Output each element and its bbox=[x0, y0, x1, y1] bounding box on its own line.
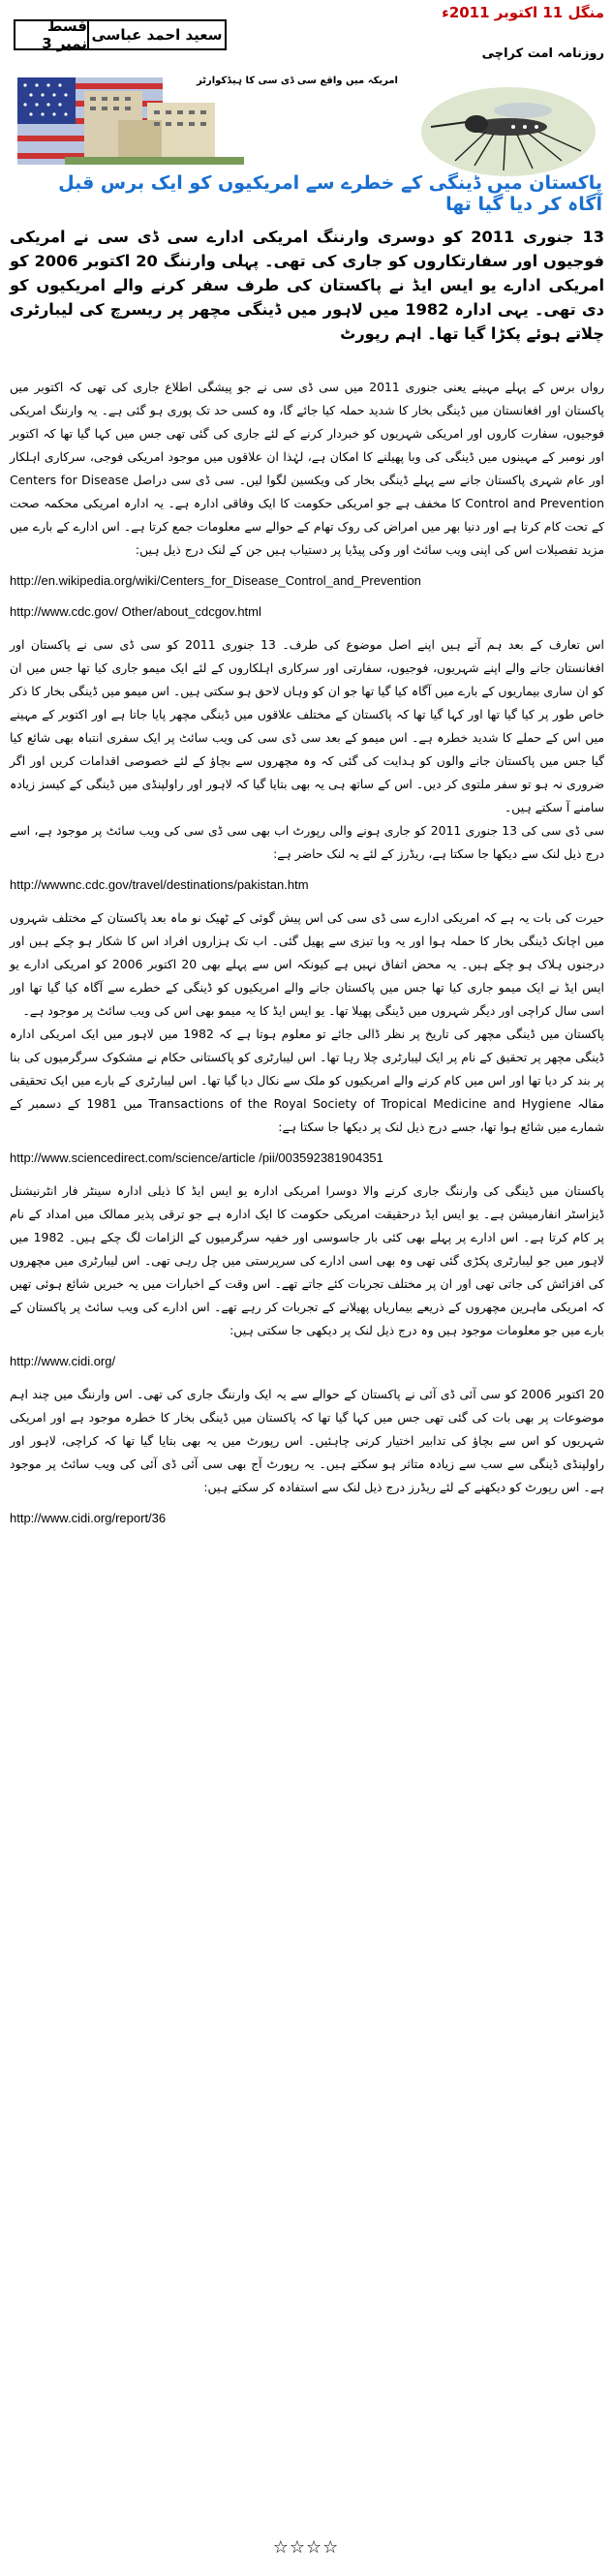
body-paragraph: رواں برس کے پہلے مہینے یعنی جنوری 2011 میں سی ڈی سی نے جو پیشگی اطلاع جاری کی تھی کہ اکتوبر میں پاکستان اور افغانستان میں ڈینگی بخار کا شدید حملہ کیا جائے گا، وہ کسی حد تک پوری ہو گئی ہے۔ یہ وارننگ امریکی فوجیوں، سفارت کاروں اور امریکی شہریوں کو خبردار کرنے کے لئے جاری کی گئی تھی جس میں کہا گیا تھا کہ اکتوبر اور نومبر کے مہینوں میں ڈینگی کی وبا پھیلنے کا امکان ہے، لہٰذا ان علاقوں میں موجود امریکی فوجی، سرکاری اہلکار اور عام شہری پاکستان جانے سے پہلے ڈینگی بخار کی ویکسین لگوا لیں۔ سی ڈی سی دراصل Centers for Disease Control and Prevention کا مخفف ہے جو امریکی حکومت کا ایک وفاقی ادارہ ہے۔ یہ ادارہ امریکی محکمہ صحت کے تحت کام کرتا ہے اور دنیا بھر میں امراض کی روک تھام کے حوالے سے معلومات جمع کرتا ہے۔ اس ادارے کے بارے میں مزید تفصیلات اس کی اپنی ویب سائٹ اور وکی پیڈیا پر دستیاب ہیں جن کے لنک درج ذیل ہیں: bbox=[10, 380, 604, 557]
end-stars: ☆☆☆☆ bbox=[272, 2537, 340, 2558]
reference-link[interactable]: http://www.cidi.org/report/36 bbox=[10, 1511, 167, 1525]
reference-link[interactable]: http://www.cdc.gov/ Other/about_cdcgov.html bbox=[10, 604, 261, 619]
episode-number: قسط نمبر 3 bbox=[42, 17, 87, 52]
body-paragraph: اس تعارف کے بعد ہم آتے ہیں اپنے اصل موضوع کی طرف۔ 13 جنوری 2011 کو سی ڈی سی نے پاکستان اور افغانستان جانے والے اپنے شہریوں، فوجیوں، سفارتی اور سرکاری اہلکاروں کے لئے ایک میمو جاری کیا تھا جس میں ان کو ان ساری بیماریوں کے بارے میں آگاہ کیا گیا تھا جو ان کو وہاں لاحق ہو سکتی ہیں۔ اس میمو میں ڈینگی بخار کا ذکر خاص طور پر کیا گیا تھا اور کہا گیا تھا کہ پاکستان کے مختلف علاقوں میں ڈینگی مچھر پایا جاتا ہے اور اکتوبر کے مہینے میں اس کے حملے کا شدید خطرہ ہے۔ اس میمو کے بعد سی ڈی سی کی ویب سائٹ پر ایک سفری انتباہ بھی شائع کیا گیا جس میں پاکستان جانے والوں کو ہدایت کی گئی کہ وہ مچھروں سے بچاؤ کے لئے خصوصی اقدامات کریں اور اگر ضروری نہ ہو تو سفر ملتوی کر دیں۔ اس کے ساتھ ہی یہ بھی بتایا گیا کہ لاہور اور راولپنڈی میں ڈینگی کے کیسز زیادہ سامنے آ سکتے ہیں۔ bbox=[10, 637, 604, 814]
lead-paragraph: 13 جنوری 2011 کو دوسری وارننگ امریکی ادارے سی ڈی سی نے امریکی فوجیوں اور سفارتکاروں کو جاری کی تھی۔ پہلی وارننگ 20 اکتوبر 2006 کو امریکی ادارے یو ایس ایڈ نے پاکستان کی طرف سفر کرنے والے امریکیوں کو دی تھی۔ یہی ادارہ 1982 میں لاہور میں ڈینگی مچھر پر ریسرچ کی لیبارٹری چلاتے ہوئے پکڑا گیا تھا۔ اہم رپورٹ bbox=[10, 228, 605, 343]
reference-link[interactable]: http://wwwnc.cdc.gov/travel/destinations/pakistan.htm bbox=[10, 877, 309, 892]
reference-link[interactable]: http://en.wikipedia.org/wiki/Centers_for_Disease_Control_and_Prevention bbox=[10, 573, 421, 588]
publication-date: منگل 11 اکتوبر 2011ء bbox=[442, 4, 604, 21]
body-paragraph: پاکستان میں ڈینگی کی وارننگ جاری کرنے والا دوسرا امریکی ادارہ یو ایس ایڈ کا ذیلی ادارہ سینٹر فار انٹرنیشنل ڈیزاسٹر انفارمیشن ہے۔ یو ایس ایڈ درحقیقت امریکی حکومت کا ایک ادارہ ہے جو ترقی پذیر ممالک میں امداد کے نام پر کام کرتا ہے۔ اس ادارے پر پہلے بھی کئی بار جاسوسی اور خفیہ سرگرمیوں کے الزامات لگ چکے ہیں۔ 1982 میں لاہور میں جو لیبارٹری پکڑی گئی تھی وہ بھی اسی ادارے کی سرپرستی میں چل رہی تھی۔ اس لیبارٹری میں مچھروں کی افزائش کی جاتی تھی اور ان پر مختلف تجربات کئے جاتے تھے۔ اس وقت کے اخبارات میں یہ خبریں شائع ہوئی تھیں کہ امریکی ماہرین مچھروں کے ذریعے بیماریاں پھیلانے کے تجربات کر رہے تھے۔ اس ادارے کی ویب سائٹ پر پاکستان کے بارے میں جو معلومات موجود ہیں وہ درج ذیل لنک پر دیکھی جا سکتی ہیں: bbox=[10, 1183, 604, 1337]
article-body bbox=[10, 376, 604, 1540]
reference-link[interactable]: http://www.cidi.org/ bbox=[10, 1354, 116, 1368]
body-paragraph: 20 اکتوبر 2006 کو سی آئی ڈی آئی نے پاکستان کے حوالے سے یہ ایک وارننگ جاری کی تھی۔ اس وارننگ میں چند اہم موضوعات پر بھی بات کی گئی تھی جس میں کہا گیا تھا کہ پاکستان میں ڈینگی بخار کا خطرہ موجود ہے اور امریکی شہریوں کو اس سے بچاؤ کی تدابیر اختیار کرنی چاہئیں۔ اس رپورٹ میں یہ بھی بتایا گیا تھا کہ کراچی، لاہور اور راولپنڈی ڈینگی سے سب سے زیادہ متاثر ہو سکتے ہیں۔ یہ رپورٹ آج بھی سی آئی ڈی آئی کی ویب سائٹ پر موجود ہے۔ اس رپورٹ کو دیکھنے کے لئے ریڈرز درج ذیل لنک سے استفادہ کر سکتے ہیں: bbox=[10, 1387, 604, 1494]
newspaper-source: روزنامہ امت کراچی bbox=[481, 46, 604, 61]
reference-link[interactable]: http://www.sciencedirect.com/science/article /pii/003592381904351 bbox=[10, 1150, 383, 1165]
banner-caption: امریکہ میں واقع سی ڈی سی کا ہیڈکوارٹر bbox=[197, 76, 398, 86]
author-box bbox=[14, 19, 227, 50]
author-name: سعید احمد عباسی bbox=[87, 21, 225, 48]
body-paragraph: حیرت کی بات یہ ہے کہ امریکی ادارے سی ڈی سی کی اس پیش گوئی کے ٹھیک نو ماہ بعد پاکستان کے مختلف شہروں میں اچانک ڈینگی بخار کا حملہ ہوا اور یہ وبا تیزی سے پھیل گئی۔ اب تک ہزاروں افراد اس کا شکار ہو چکے ہیں اور درجنوں ہلاک ہو چکے ہیں۔ یہ محض اتفاق نہیں ہے کیونکہ اس سے پہلے بھی 20 اکتوبر 2006 کو امریکی ادارے یو ایس ایڈ نے ایک میمو جاری کیا تھا جس میں پاکستان جانے والے امریکیوں کو ڈینگی کے خطرے سے آگاہ کیا گیا تھا اور اسی سال کراچی اور دیگر شہروں میں ڈینگی پھیلا تھا۔ یو ایس ایڈ کا یہ میمو بھی اس کی ویب سائٹ پر موجود ہے۔ bbox=[10, 910, 605, 1018]
banner-headline: پاکستان میں ڈینگی کے خطرے سے امریکیوں کو ایک برس قبل آگاہ کر دیا گیا تھا bbox=[58, 172, 602, 215]
body-paragraph: پاکستان میں ڈینگی مچھر کی تاریخ پر نظر ڈالی جائے تو معلوم ہوتا ہے کہ 1982 میں لاہور میں ایک امریکی ادارہ ڈینگی مچھر پر تحقیق کے نام پر ایک لیبارٹری چلا رہا تھا۔ اس لیبارٹری کو پاکستانی حکام نے مشکوک سرگرمیوں کی بنا پر بند کر دیا تھا اور اس میں کام کرنے والے امریکیوں کو ملک سے نکال دیا گیا تھا۔ اس لیبارٹری کے بارے میں ایک تحقیقی مقالہ Transactions of the Royal Society of Tropical Medicine and Hygiene میں 1981 کے دسمبر کے شمارے میں شائع ہوا تھا، جسے درج ذیل لنک پر دیکھا جا سکتا ہے: bbox=[10, 1027, 605, 1134]
mosquito-image bbox=[416, 83, 600, 180]
article-banner bbox=[12, 76, 602, 221]
body-paragraph: سی ڈی سی کی 13 جنوری 2011 کو جاری ہونے والی رپورٹ اب بھی سی ڈی سی کی ویب سائٹ پر موجود ہے، اسے درج ذیل لنک سے دیکھا جا سکتا ہے، ریڈرز کے لئے یہ لنک حاضر ہے: bbox=[10, 823, 604, 861]
cdc-headquarters-image bbox=[65, 81, 244, 165]
